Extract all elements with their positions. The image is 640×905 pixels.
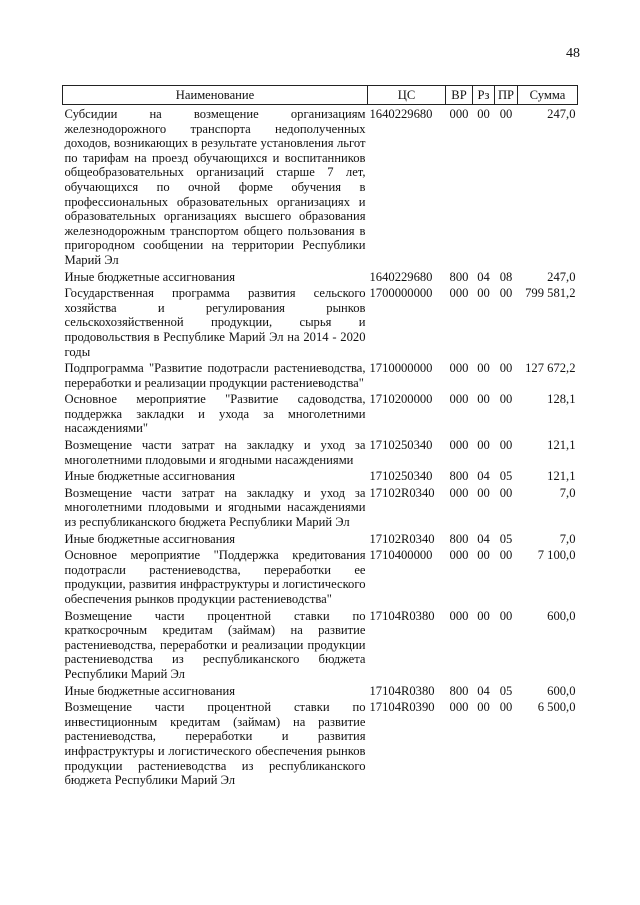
row-sum: 121,1 <box>547 438 576 453</box>
row-sum: 247,0 <box>547 107 576 121</box>
row-vr: 000 <box>449 485 469 500</box>
row-vr: 000 <box>449 392 469 407</box>
row-pr: 05 <box>499 531 513 546</box>
row-rz: 00 <box>477 286 490 301</box>
table-row <box>63 484 578 530</box>
table-header-row <box>63 86 578 105</box>
row-cs: 1710200000 <box>369 392 433 407</box>
row-vr: 000 <box>449 286 469 301</box>
row-vr: 000 <box>449 438 469 453</box>
row-pr: 00 <box>499 548 513 563</box>
table-row <box>63 682 578 699</box>
row-sum: 128,1 <box>547 392 576 407</box>
row-sum: 247,0 <box>547 269 576 284</box>
row-sum: 6 500,0 <box>537 700 576 715</box>
table-row <box>63 284 578 359</box>
row-name: Иные бюджетные ассигнования <box>64 269 236 284</box>
row-rz: 04 <box>477 469 490 484</box>
row-rz: 00 <box>477 107 490 121</box>
row-name: Иные бюджетные ассигнования <box>64 531 236 546</box>
row-cs: 1710400000 <box>369 548 433 563</box>
table-row <box>63 698 578 788</box>
row-sum: 121,1 <box>547 469 576 484</box>
row-cs: 1710000000 <box>369 361 433 376</box>
row-vr: 800 <box>449 269 469 284</box>
row-pr: 05 <box>499 469 513 484</box>
row-sum: 127 672,2 <box>525 361 576 376</box>
row-vr: 800 <box>449 531 469 546</box>
row-cs: 17102R0340 <box>369 485 435 500</box>
row-vr: 000 <box>449 548 469 563</box>
row-name: Основное мероприятие "Развитие садоводства, поддержка закладки и ухода за многолетними насаждениями" <box>64 392 366 436</box>
row-pr: 00 <box>499 286 513 301</box>
row-pr: 05 <box>499 683 513 698</box>
row-name: Подпрограмма "Развитие подотрасли растениеводства, переработки и реализации продукции растениеводства" <box>64 361 366 390</box>
page-number: 48 <box>566 46 580 61</box>
table-row <box>63 436 578 467</box>
row-pr: 00 <box>499 485 513 500</box>
row-cs: 17102R0340 <box>369 531 435 546</box>
row-rz: 04 <box>477 269 490 284</box>
table-row <box>63 390 578 436</box>
row-name: Возмещение части процентной ставки по инвестиционным кредитам (займам) на развитие растениеводства, переработки и развития инфраструктуры и логистического обеспечения рынков продукции растениеводства из республиканского бюджета Республики Марий Эл <box>64 700 366 788</box>
row-rz: 00 <box>477 485 490 500</box>
row-name: Иные бюджетные ассигнования <box>64 469 236 484</box>
header-name: Наименование <box>63 86 368 105</box>
table-row <box>63 359 578 390</box>
row-rz: 04 <box>477 531 490 546</box>
row-name: Возмещение части затрат на закладку и уход за многолетними плодовыми и ягодными насаждениями <box>64 438 366 467</box>
row-sum: 799 581,2 <box>525 286 576 301</box>
row-rz: 00 <box>477 438 490 453</box>
row-name: Возмещение части затрат на закладку и уход за многолетними плодовыми и ягодными насаждениями из республиканского бюджета Республики Марий Эл <box>64 485 366 530</box>
row-cs: 17104R0390 <box>369 700 435 715</box>
header-vr: ВР <box>446 86 473 105</box>
row-cs: 1710250340 <box>369 438 433 453</box>
table-body <box>63 105 578 788</box>
row-name: Государственная программа развития сельского хозяйства и регулирования рынков сельскохозяйственной продукции, сырья и продовольствия в Республике Марий Эл на 2014 - 2020 годы <box>64 286 366 359</box>
row-pr: 00 <box>499 608 513 623</box>
row-vr: 000 <box>449 608 469 623</box>
row-pr: 00 <box>499 438 513 453</box>
row-name: Иные бюджетные ассигнования <box>64 683 236 698</box>
row-pr: 00 <box>499 700 513 715</box>
row-sum: 7,0 <box>559 531 576 546</box>
row-sum: 7,0 <box>559 485 576 500</box>
row-rz: 00 <box>477 700 490 715</box>
row-rz: 00 <box>477 608 490 623</box>
row-pr: 00 <box>499 392 513 407</box>
row-vr: 000 <box>449 107 469 121</box>
row-rz: 00 <box>477 392 490 407</box>
row-cs: 1710250340 <box>369 469 433 484</box>
row-sum: 600,0 <box>547 608 576 623</box>
row-cs: 17104R0380 <box>369 683 435 698</box>
row-name: Основное мероприятие "Поддержка кредитования подотрасли растениеводства, переработки ее продукции, развития инфраструктуры и логистического обеспечения рынков продукции растениеводства" <box>64 548 366 606</box>
row-cs: 1700000000 <box>369 286 433 301</box>
header-sum: Сумма <box>518 86 578 105</box>
header-rz: Рз <box>473 86 495 105</box>
table-row <box>63 268 578 285</box>
row-cs: 17104R0380 <box>369 608 435 623</box>
row-rz: 00 <box>477 548 490 563</box>
row-vr: 000 <box>449 700 469 715</box>
row-cs: 1640229680 <box>369 269 433 284</box>
row-vr: 800 <box>449 469 469 484</box>
row-rz: 00 <box>477 361 490 376</box>
table-row <box>63 530 578 547</box>
row-sum: 7 100,0 <box>537 548 576 563</box>
row-vr: 000 <box>449 361 469 376</box>
row-sum: 600,0 <box>547 683 576 698</box>
table-row <box>63 105 578 268</box>
budget-table <box>62 85 578 788</box>
table-row <box>63 607 578 682</box>
row-cs: 1640229680 <box>369 107 433 121</box>
row-pr: 00 <box>499 361 513 376</box>
row-vr: 800 <box>449 683 469 698</box>
row-name: Субсидии на возмещение организациям железнодорожного транспорта недополученных доходов, возникающих в результате установления льгот по тарифам на проезд обучающихся и воспитанников общеобразовательных организаций старше 7 лет, обучающихся по очной форме обучения в профессиональных образовательных организациях и образовательных организациях высшего образования железнодорожным транспортом общего пользования в пригородном сообщении на территории Республики Марий Эл <box>64 107 366 267</box>
row-pr: 08 <box>499 269 513 284</box>
table-row <box>63 546 578 606</box>
row-rz: 04 <box>477 683 490 698</box>
table-row <box>63 467 578 484</box>
row-pr: 00 <box>499 107 513 121</box>
header-cs: ЦС <box>368 86 446 105</box>
row-name: Возмещение части процентной ставки по краткосрочным кредитам (займам) на развитие растениеводства, переработки и реализации продукции растениеводства из республиканского бюджета Республики Марий Эл <box>64 608 366 681</box>
header-pr: ПР <box>495 86 518 105</box>
